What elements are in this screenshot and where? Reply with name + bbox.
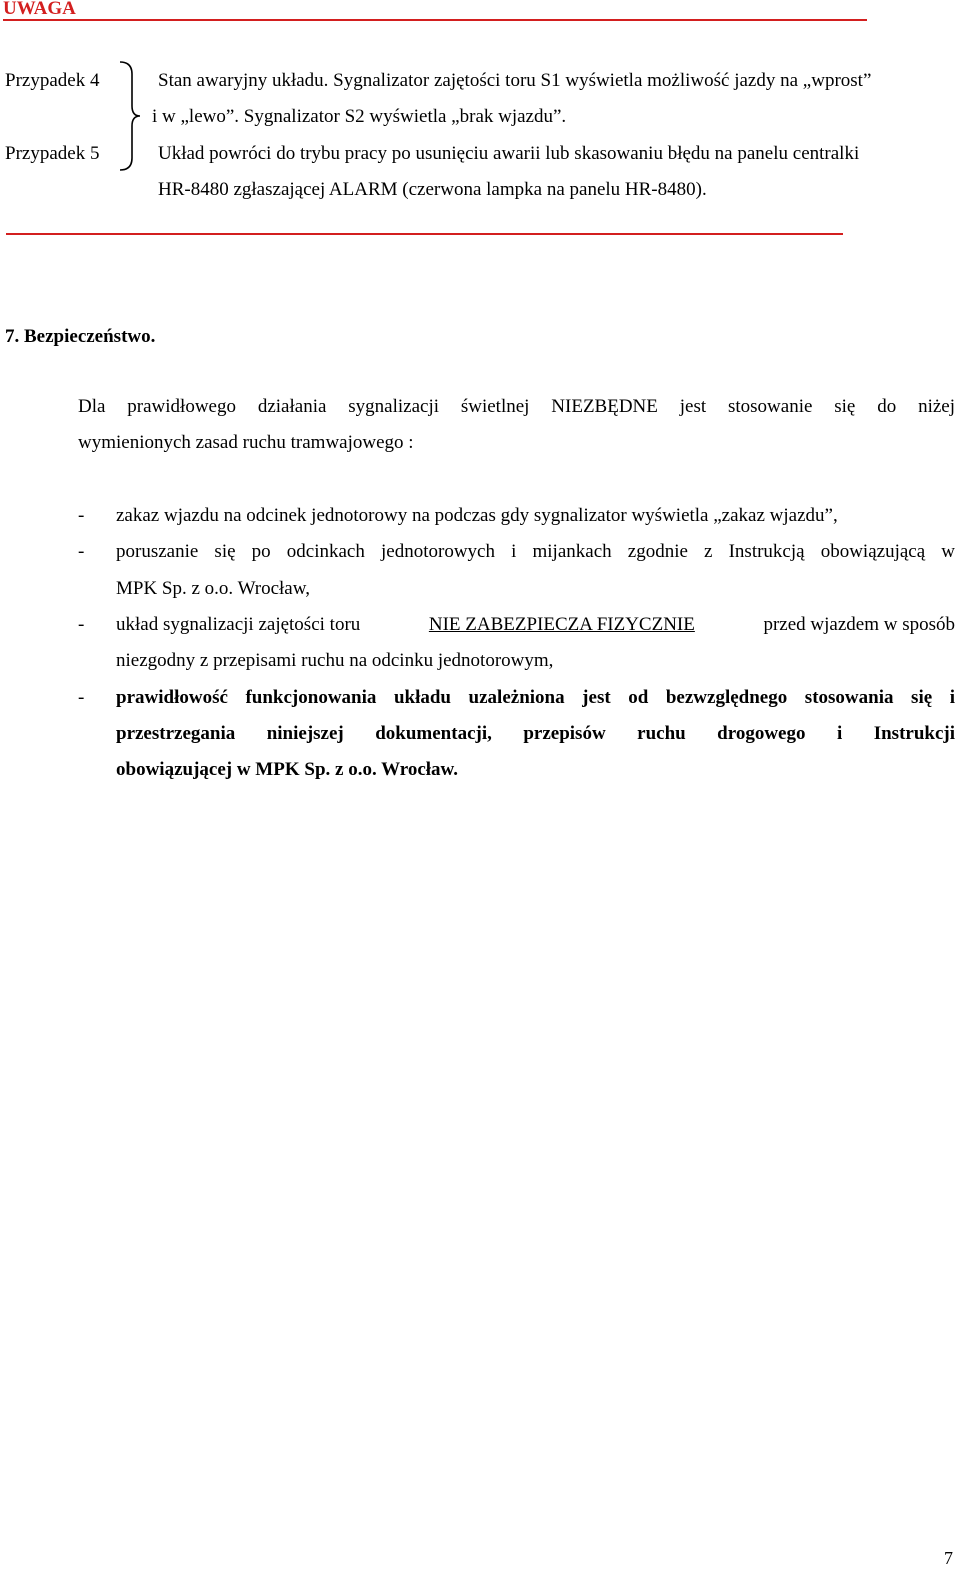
list-item-2-line-1: poruszanie się po odcinkach jednotorowych i mijankach zgodnie z Instrukcją obowiązującą w <box>116 541 955 562</box>
list-item-4-line-2: przestrzegania niniejszej dokumentacji, przepisów ruchu drogowego i Instrukcji <box>116 723 955 744</box>
list-item-1: zakaz wjazdu na odcinek jednotorowy na podczas gdy sygnalizator wyświetla „zakaz wjazdu”, <box>116 505 838 526</box>
bullet-dash: - <box>78 541 85 562</box>
red-divider <box>6 233 843 235</box>
list-item-4-line-1: prawidłowość funkcjonowania układu uzależniona jest od bezwzględnego stosowania się i <box>116 687 955 708</box>
list-item-4-line-3: obowiązującej w MPK Sp. z o.o. Wrocław. <box>116 759 458 780</box>
uwaga-heading: UWAGA <box>3 0 867 21</box>
list-item-3-text-a: układ sygnalizacji zajętości toru <box>116 614 361 635</box>
bullet-dash: - <box>78 687 85 708</box>
list-item-3-text-c: przed wjazdem w sposób <box>763 614 955 635</box>
list-item-3-line-2: niezgodny z przepisami ruchu na odcinku jednotorowym, <box>116 650 554 671</box>
list-item-3-emphasis: NIE ZABEZPIECZA FIZYCZNIE <box>428 614 695 635</box>
case-4-label: Przypadek 4 <box>5 70 100 91</box>
case-5-label: Przypadek 5 <box>5 143 100 164</box>
list-item-3-line-1 <box>116 614 955 636</box>
case-line-2: i w „lewo”. Sygnalizator S2 wyświetla „brak wjazdu”. <box>152 106 567 127</box>
section-title: 7. Bezpieczeństwo. <box>5 326 156 347</box>
case-line-1: Stan awaryjny układu. Sygnalizator zajętości toru S1 wyświetla możliwość jazdy na „wprost” <box>158 70 872 91</box>
case-line-3: Układ powróci do trybu pracy po usunięciu awarii lub skasowaniu błędu na panelu centralki <box>158 143 860 164</box>
curly-brace-icon <box>118 60 142 172</box>
list-item-2-line-2: MPK Sp. z o.o. Wrocław, <box>116 578 310 599</box>
bullet-dash: - <box>78 505 85 526</box>
bullet-dash: - <box>78 614 85 635</box>
intro-line-1: Dla prawidłowego działania sygnalizacji świetlnej NIEZBĘDNE jest stosowanie się do niżej <box>78 396 955 417</box>
intro-line-2: wymienionych zasad ruchu tramwajowego : <box>78 432 414 453</box>
case-line-4: HR-8480 zgłaszającej ALARM (czerwona lampka na panelu HR-8480). <box>158 179 707 200</box>
page-number: 7 <box>944 1548 953 1568</box>
